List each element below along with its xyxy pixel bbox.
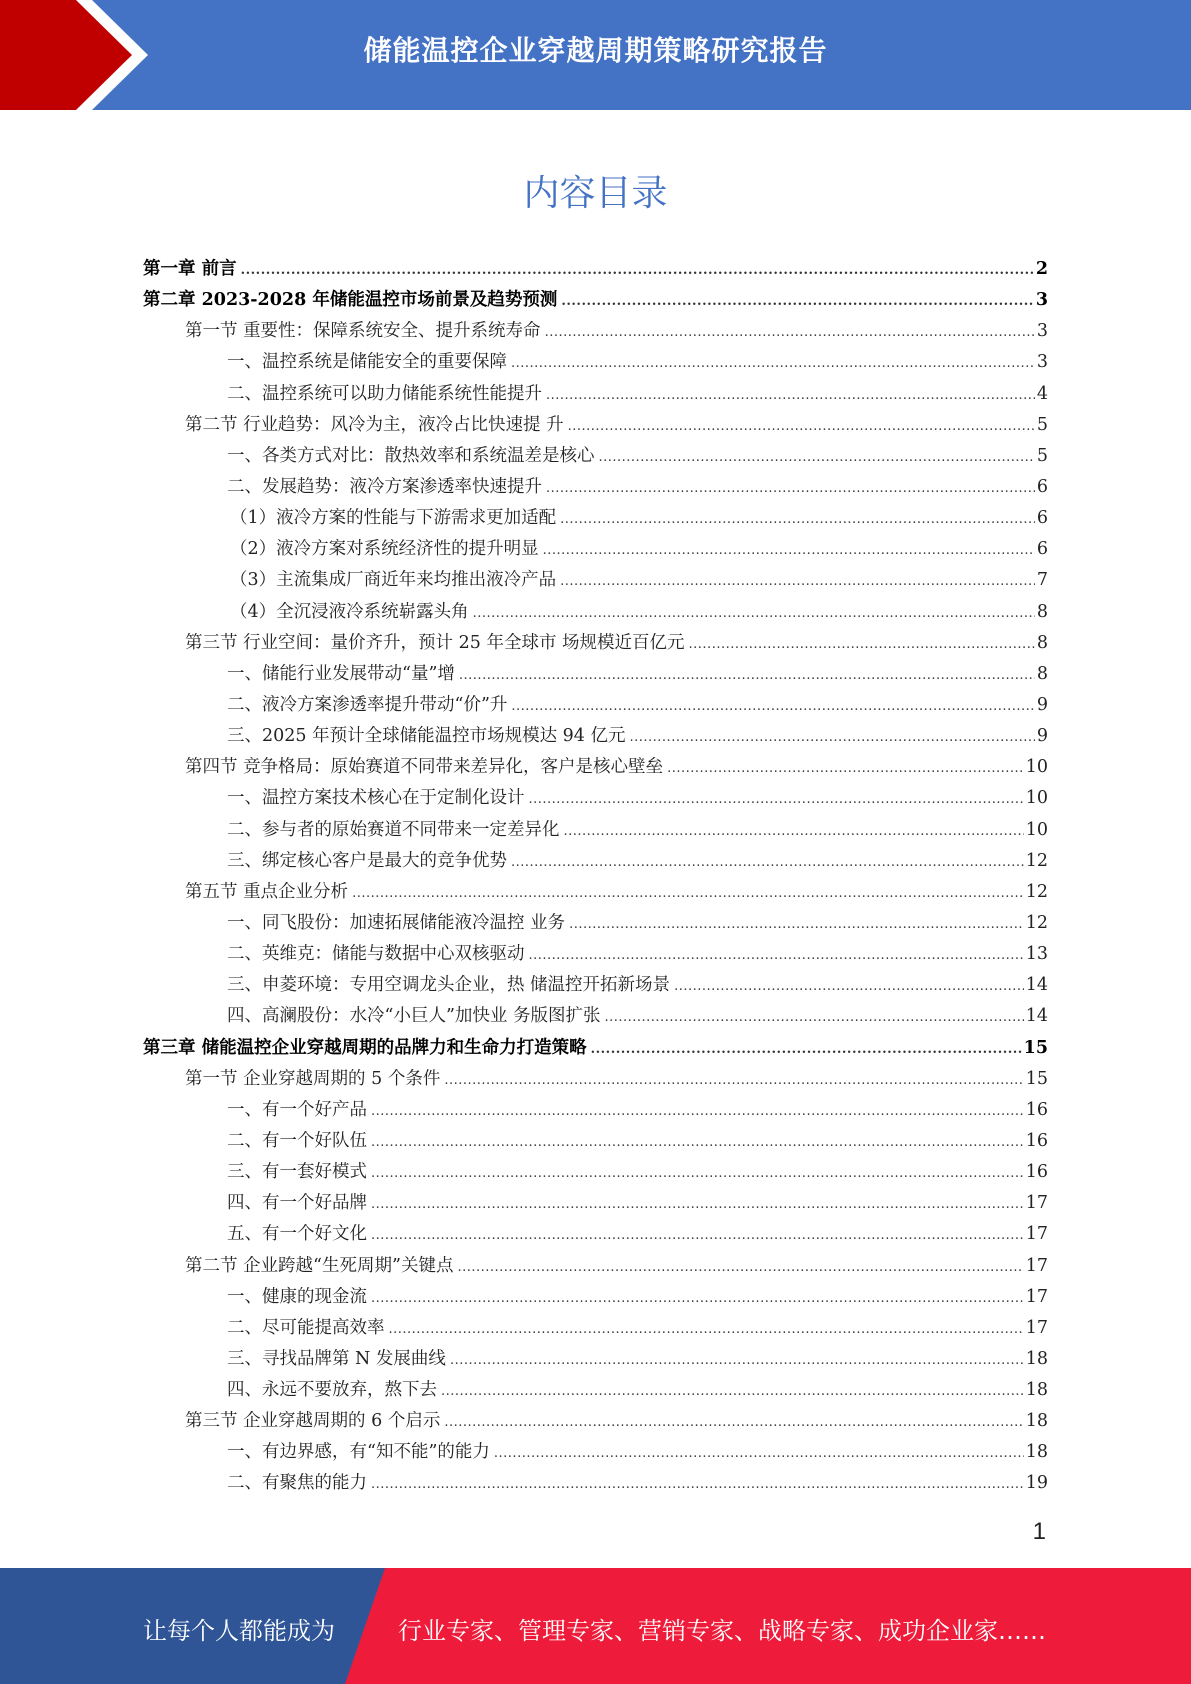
toc-entry[interactable] [143, 970, 1048, 1001]
toc-entry-title: 三、2025 年预计全球储能温控市场规模达 94 亿元 [227, 726, 626, 747]
toc-dot-leader [444, 1065, 1023, 1096]
toc-entry-page: 3 [1035, 290, 1048, 311]
toc-entry[interactable] [143, 1157, 1048, 1188]
toc-entry-title: 一、有边界感，有“知不能”的能力 [227, 1442, 490, 1463]
toc-entry[interactable] [143, 1126, 1048, 1157]
page-footer [0, 1568, 1191, 1684]
toc-entry[interactable] [143, 1437, 1048, 1468]
toc-entry-title: 二、参与者的原始赛道不同带来一定差异化 [227, 819, 560, 840]
toc-entry-page: 16 [1025, 1130, 1048, 1151]
toc-entry[interactable] [143, 1406, 1048, 1437]
toc-entry-page: 15 [1025, 1068, 1048, 1089]
toc-dot-leader [564, 816, 1024, 847]
toc-entry[interactable] [143, 441, 1048, 472]
toc-entry-page: 8 [1036, 601, 1048, 622]
toc-entry-title: 三、寻找品牌第 N 发展曲线 [227, 1348, 446, 1369]
toc-dot-leader [546, 380, 1035, 411]
toc-entry-title: 第一节 企业穿越周期的 5 个条件 [185, 1068, 441, 1089]
toc-entry-title: 第一节 重要性：保障系统安全、提升系统寿命 [185, 321, 541, 342]
toc-entry[interactable] [143, 316, 1048, 347]
toc-entry[interactable] [143, 908, 1048, 939]
toc-entry-title: 二、有聚焦的能力 [227, 1473, 367, 1494]
toc-entry-title: 四、有一个好品牌 [227, 1193, 367, 1214]
toc-entry[interactable] [143, 254, 1048, 285]
toc-entry-title: 一、各类方式对比：散热效率和系统温差是核心 [227, 445, 595, 466]
toc-entry-title: 一、健康的现金流 [227, 1286, 367, 1307]
toc-entry-title: （1）液冷方案的性能与下游需求更加适配 [230, 508, 557, 529]
toc-entry-title: 第四节 竞争格局：原始赛道不同带来差异化，客户是核心壁垒 [185, 757, 664, 778]
toc-dot-leader [667, 753, 1024, 784]
toc-entry[interactable] [143, 1219, 1048, 1250]
toc-entry[interactable] [143, 628, 1048, 659]
toc-entry-title: 二、有一个好队伍 [227, 1130, 367, 1151]
toc-entry[interactable] [143, 1375, 1048, 1406]
toc-dot-leader [560, 566, 1035, 597]
toc-entry[interactable] [143, 597, 1048, 628]
toc-entry-page: 16 [1025, 1162, 1048, 1183]
toc-dot-leader [444, 1407, 1023, 1438]
toc-entry[interactable] [143, 1001, 1048, 1032]
toc-dot-leader [529, 940, 1024, 971]
toc-entry[interactable] [143, 1282, 1048, 1313]
toc-dot-leader [560, 504, 1035, 535]
page-number: 1 [1032, 1518, 1046, 1545]
toc-dot-leader [511, 847, 1024, 878]
header-title: 储能温控企业穿越周期策略研究报告 [363, 34, 828, 67]
toc-dot-leader [674, 971, 1024, 1002]
toc-entry[interactable] [143, 1064, 1048, 1095]
toc-entry-page: 12 [1025, 912, 1048, 933]
toc-dot-leader [371, 1469, 1024, 1500]
toc-dot-leader [473, 598, 1035, 629]
footer-slogan-left: 让每个人都能成为 [143, 1617, 335, 1645]
toc-dot-leader [604, 1002, 1023, 1033]
toc-entry[interactable] [143, 1468, 1048, 1499]
toc-entry-title: （2）液冷方案对系统经济性的提升明显 [230, 539, 539, 560]
toc-entry[interactable] [143, 565, 1048, 596]
toc-entry[interactable] [143, 752, 1048, 783]
toc-dot-leader [599, 442, 1035, 473]
toc-entry-title: （3）主流集成厂商近年来均推出液冷产品 [230, 570, 557, 591]
toc-dot-leader [546, 473, 1035, 504]
toc-entry-page: 6 [1036, 508, 1048, 529]
toc-dot-leader [511, 691, 1034, 722]
toc-entry-page: 10 [1025, 788, 1048, 809]
toc-entry-page: 7 [1036, 570, 1048, 591]
toc-entry[interactable] [143, 1251, 1048, 1282]
toc-entry-title: 三、申菱环境：专用空调龙头企业，热 储温控开拓新场景 [227, 975, 671, 996]
toc-entry-title: 二、液冷方案渗透率提升带动“价”升 [227, 694, 508, 715]
toc-entry-page: 5 [1036, 445, 1048, 466]
toc-entry[interactable] [143, 846, 1048, 877]
toc-dot-leader [389, 1314, 1024, 1345]
toc-entry-page: 14 [1025, 1006, 1048, 1027]
toc-dot-leader [371, 1096, 1024, 1127]
toc-entry-title: 二、发展趋势：液冷方案渗透率快速提升 [227, 476, 542, 497]
toc-dot-leader [568, 411, 1035, 442]
toc-entry[interactable] [143, 783, 1048, 814]
toc-entry[interactable] [143, 472, 1048, 503]
toc-entry[interactable] [143, 690, 1048, 721]
toc-dot-leader [450, 1345, 1024, 1376]
toc-entry[interactable] [143, 503, 1048, 534]
toc-entry-page: 19 [1025, 1473, 1048, 1494]
toc-entry[interactable] [143, 1188, 1048, 1219]
toc-entry-page: 17 [1025, 1286, 1048, 1307]
toc-entry[interactable] [143, 939, 1048, 970]
toc-entry[interactable] [143, 379, 1048, 410]
toc-entry-page: 13 [1025, 944, 1048, 965]
toc-entry[interactable] [143, 815, 1048, 846]
toc-dot-leader [352, 878, 1024, 909]
toc-entry[interactable] [143, 659, 1048, 690]
toc-entry-title: 第五节 重点企业分析 [185, 881, 349, 902]
toc-dot-leader [371, 1127, 1024, 1158]
toc-entry-title: 三、有一套好模式 [227, 1162, 367, 1183]
footer-slogan-right: 行业专家、管理专家、营销专家、战略专家、成功企业家…… [398, 1617, 1046, 1645]
toc-entry[interactable] [143, 1095, 1048, 1126]
toc-dot-leader [371, 1158, 1024, 1189]
toc-entry-page: 3 [1036, 352, 1048, 373]
toc-entry-page: 10 [1025, 819, 1048, 840]
toc-entry-page: 4 [1036, 383, 1048, 404]
toc-entry-page: 12 [1025, 850, 1048, 871]
toc-entry-title: 四、高澜股份：水冷“小巨人”加快业 务版图扩张 [227, 1006, 601, 1027]
toc-entry-title: 第二节 行业趋势：风冷为主，液冷占比快速提 升 [185, 414, 564, 435]
toc-entry-page: 18 [1025, 1442, 1048, 1463]
toc-entry-title: 二、尽可能提高效率 [227, 1317, 385, 1338]
toc-entry-page: 3 [1036, 321, 1048, 342]
toc-entry-title: 第二章 2023-2028 年储能温控市场前景及趋势预测 [143, 290, 558, 311]
toc-dot-leader [459, 660, 1035, 691]
toc-entry-page: 8 [1036, 663, 1048, 684]
toc-entry[interactable] [143, 347, 1048, 378]
toc-dot-leader [630, 722, 1035, 753]
toc-dot-leader [371, 1283, 1024, 1314]
toc-entry-page: 15 [1023, 1037, 1048, 1058]
toc-entry-title: 一、温控系统是储能安全的重要保障 [227, 352, 507, 373]
toc-entry-title: 一、同飞股份：加速拓展储能液冷温控 业务 [227, 912, 566, 933]
toc-dot-leader [543, 535, 1035, 566]
toc-entry-page: 10 [1025, 757, 1048, 778]
toc-entry-title: 二、温控系统可以助力储能系统性能提升 [227, 383, 542, 404]
toc-dot-leader [529, 784, 1024, 815]
toc-entry-page: 17 [1025, 1224, 1048, 1245]
toc-entry-title: 三、绑定核心客户是最大的竞争优势 [227, 850, 507, 871]
toc-dot-leader [689, 629, 1035, 660]
table-of-contents [143, 254, 1048, 1500]
toc-entry-page: 9 [1036, 726, 1048, 747]
toc-dot-leader [511, 348, 1035, 379]
toc-entry[interactable] [143, 1313, 1048, 1344]
toc-entry-title: 第一章 前言 [143, 259, 237, 279]
page-header [0, 0, 1191, 110]
toc-entry-page: 9 [1036, 694, 1048, 715]
toc-entry[interactable] [143, 1344, 1048, 1375]
toc-entry-title: 一、储能行业发展带动“量”增 [227, 663, 455, 684]
toc-dot-leader [591, 1034, 1022, 1065]
toc-dot-leader [241, 255, 1034, 286]
toc-entry-page: 14 [1025, 975, 1048, 996]
toc-entry[interactable] [143, 721, 1048, 752]
toc-dot-leader [371, 1220, 1024, 1251]
toc-entry-page: 17 [1025, 1317, 1048, 1338]
toc-entry[interactable] [143, 877, 1048, 908]
toc-entry-title: 第二节 企业跨越“生死周期”关键点 [185, 1255, 454, 1276]
toc-entry-page: 8 [1036, 632, 1048, 653]
toc-entry-page: 16 [1025, 1099, 1048, 1120]
toc-entry-page: 2 [1035, 259, 1048, 279]
toc-dot-leader [545, 317, 1035, 348]
toc-entry-page: 18 [1025, 1411, 1048, 1432]
toc-dot-leader [441, 1376, 1024, 1407]
toc-entry-title: 一、有一个好产品 [227, 1099, 367, 1120]
toc-entry-title: （4）全沉浸液冷系统崭露头角 [230, 601, 469, 622]
toc-entry-title: 一、温控方案技术核心在于定制化设计 [227, 788, 525, 809]
toc-entry-title: 二、英维克：储能与数据中心双核驱动 [227, 944, 525, 965]
toc-entry-page: 18 [1025, 1380, 1048, 1401]
toc-entry-title: 第三节 行业空间：量价齐升，预计 25 年全球市 场规模近百亿元 [185, 632, 685, 653]
toc-entry-page: 6 [1036, 539, 1048, 560]
toc-entry-title: 第三章 储能温控企业穿越周期的品牌力和生命力打造策略 [143, 1037, 587, 1058]
toc-dot-leader [561, 286, 1033, 317]
toc-entry[interactable] [143, 410, 1048, 441]
toc-entry-title: 五、有一个好文化 [227, 1224, 367, 1245]
toc-entry[interactable] [143, 285, 1048, 316]
toc-entry-title: 第三节 企业穿越周期的 6 个启示 [185, 1411, 441, 1432]
toc-entry-page: 17 [1025, 1193, 1048, 1214]
toc-entry-title: 四、永远不要放弃，熬下去 [227, 1380, 437, 1401]
toc-dot-leader [569, 909, 1024, 940]
toc-dot-leader [494, 1438, 1024, 1469]
toc-entry[interactable] [143, 534, 1048, 565]
toc-dot-leader [457, 1252, 1023, 1283]
page-title: 内容目录 [523, 173, 668, 214]
toc-entry[interactable] [143, 1033, 1048, 1064]
toc-entry-page: 17 [1025, 1255, 1048, 1276]
toc-dot-leader [371, 1189, 1024, 1220]
toc-entry-page: 18 [1025, 1348, 1048, 1369]
toc-entry-page: 5 [1036, 414, 1048, 435]
toc-entry-page: 6 [1036, 476, 1048, 497]
toc-entry-page: 12 [1025, 881, 1048, 902]
